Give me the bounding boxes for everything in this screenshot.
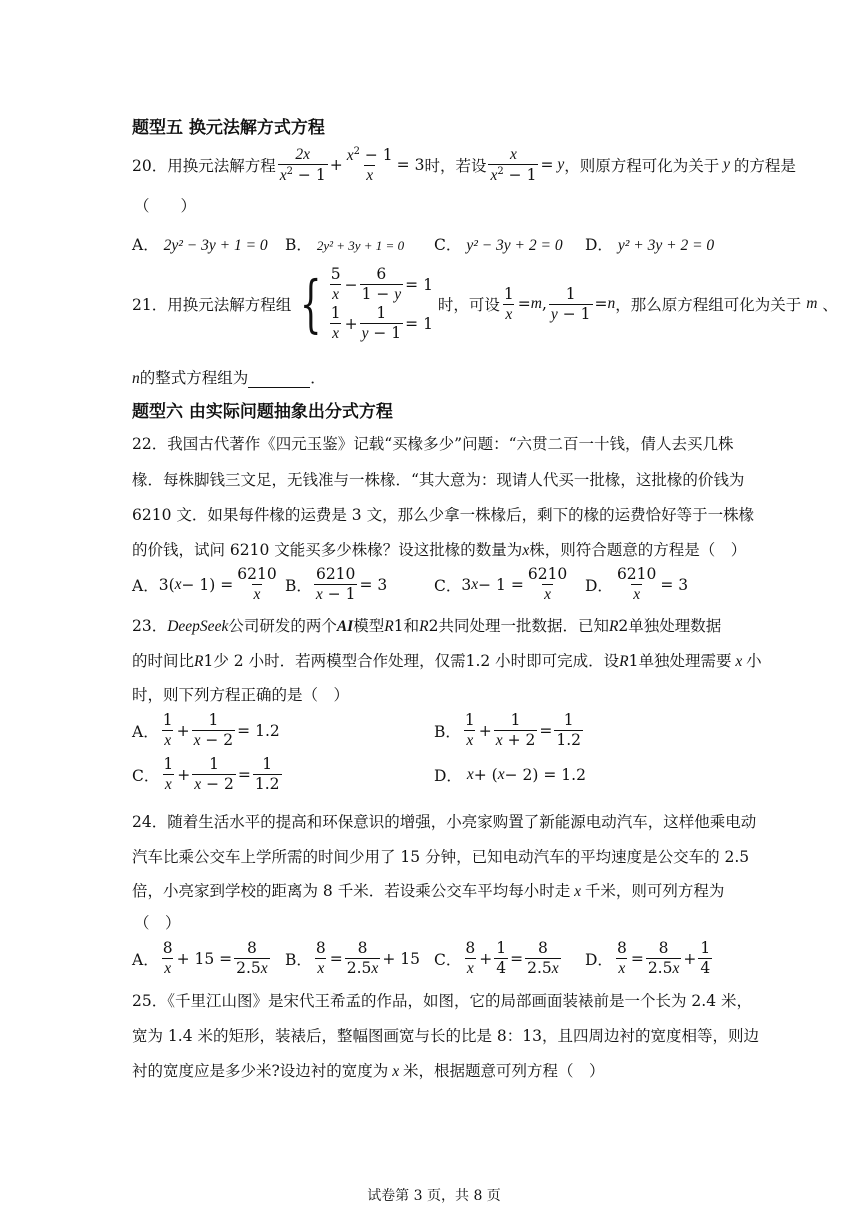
question-20-stem: 20．用换元法解方程 2x $x^2 - 1$ + $x^2 - 1$ x = 3 时，若设 x $x^2 - 1$ = y ，则原方程可化为关于 y 的方程是 [132, 146, 796, 185]
question-24-line1: 24．随着生活水平的提高和环保意识的增强，小亮家购置了新能源电动汽车，这样他乘电动 [132, 813, 757, 831]
option-c: C． 8 x + 1 4 = 8 2.5x [434, 939, 559, 978]
question-23-line1: 23．DeepSeek公司研发的两个AI模型R1和R2共同处理一批数据．已知R2单独处理数据 [132, 617, 722, 635]
answer-paren: （ ） [134, 914, 181, 932]
question-24-line2: 汽车比乘公交车上学所需的时间少用了 15 分钟，已知电动汽车的平均速度是公交车的 2.5 [132, 848, 750, 866]
answer-blank [248, 373, 310, 388]
option-b: B． 2y² + 3y + 1 = 0 [285, 236, 405, 254]
option-c: C． 3 x − 1 = 6210 x [434, 565, 568, 604]
option-a: A． 8 x + 15 = 8 2.5x [132, 939, 268, 978]
equation-system: 5 x − 6 1 − y = 1 1 x + 1 y − 1 = 1 [330, 265, 433, 343]
option-a: A． 2y² − 3y + 1 = 0 [132, 236, 268, 254]
fraction: x $x^2 - 1$ [490, 146, 537, 185]
option-c: C． 1 x + 1 x − 2 = 1 1.2 [132, 755, 280, 794]
option-d: D． 6210 x = 3 [585, 565, 689, 604]
option-a: A． 1 x + 1 x − 2 = 1.2 [132, 711, 280, 750]
option-d: D． x + ( x − 2) = 1.2 [434, 766, 586, 785]
question-25-line1: 25．《千里江山图》是宋代王希孟的作品，如图，它的局部画面装裱前是一个长为 2.4 米， [132, 992, 752, 1010]
section-title-6: 题型六 由实际问题抽象出分式方程 [132, 402, 393, 422]
question-21-stem: 21．用换元法解方程组 { 5 x − 6 1 − y = 1 1 x + 1 y − 1 = 1 时，可设 1 x = m , 1 y − 1 = n ，那么原方程组可化为关于 m 、 [132, 265, 838, 343]
page-footer: 试卷第 3 页，共 8 页 [367, 1188, 501, 1204]
section-title-5: 题型五 换元法解方式方程 [132, 118, 325, 138]
option-b: B． 8 x = 8 2.5x + 15 [285, 939, 420, 978]
question-21-line2: n的整式方程组为 ． [132, 369, 326, 387]
question-22-line1: 22．我国古代著作《四元玉鉴》记载“买椽多少”问题：“六贯二百一十钱，倩人去买几株 [132, 435, 734, 453]
option-c: C． y² − 3y + 2 = 0 [434, 236, 563, 254]
option-a: A． 3( x − 1) = 6210 x [132, 565, 277, 604]
question-22-line2: 椽．每株脚钱三文足，无钱准与一株椽．“其大意为：现请人代买一批椽，这批椽的价钱为 [132, 471, 745, 489]
question-24-line3: 倍，小亮家到学校的距离为 8 千米．若设乘公交车平均每小时走 x 千米，则可列方程为 [132, 882, 725, 900]
fraction: $x^2 - 1$ x [346, 146, 393, 185]
question-22-line3: 6210 文．如果每件椽的运费是 3 文，那么少拿一株椽后，剩下的椽的运费恰好等于一株椽 [132, 506, 755, 524]
question-22-line4: 的价钱，试问 6210 文能买多少株椽？设这批椽的数量为x株，则符合题意的方程是（ ） [132, 541, 747, 559]
system-brace: { [300, 267, 322, 341]
option-d: D． y² + 3y + 2 = 0 [585, 236, 715, 254]
fraction: 2x $x^2 - 1$ [279, 146, 326, 185]
question-23-line3: 时，则下列方程正确的是（ ） [132, 686, 350, 704]
question-25-line3: 衬的宽度应是多少米?设边衬的宽度为 x 米，根据题意可列方程（ ） [132, 1062, 605, 1080]
question-25-line2: 宽为 1.4 米的矩形，装裱后，整幅图画宽与长的比是 8：13，且四周边衬的宽度相等，则边 [132, 1027, 760, 1045]
option-d: D． 8 x = 8 2.5x + 1 4 [585, 939, 711, 978]
option-b: B． 6210 x − 1 = 3 [285, 565, 388, 604]
option-b: B． 1 x + 1 x + 2 = 1 1.2 [434, 711, 582, 750]
question-23-line2: 的时间比R1少 2 小时．若两模型合作处理，仅需1.2 小时即可完成．设R1单独处理需要 x 小 [132, 652, 762, 670]
answer-paren: （ ） [134, 197, 197, 215]
